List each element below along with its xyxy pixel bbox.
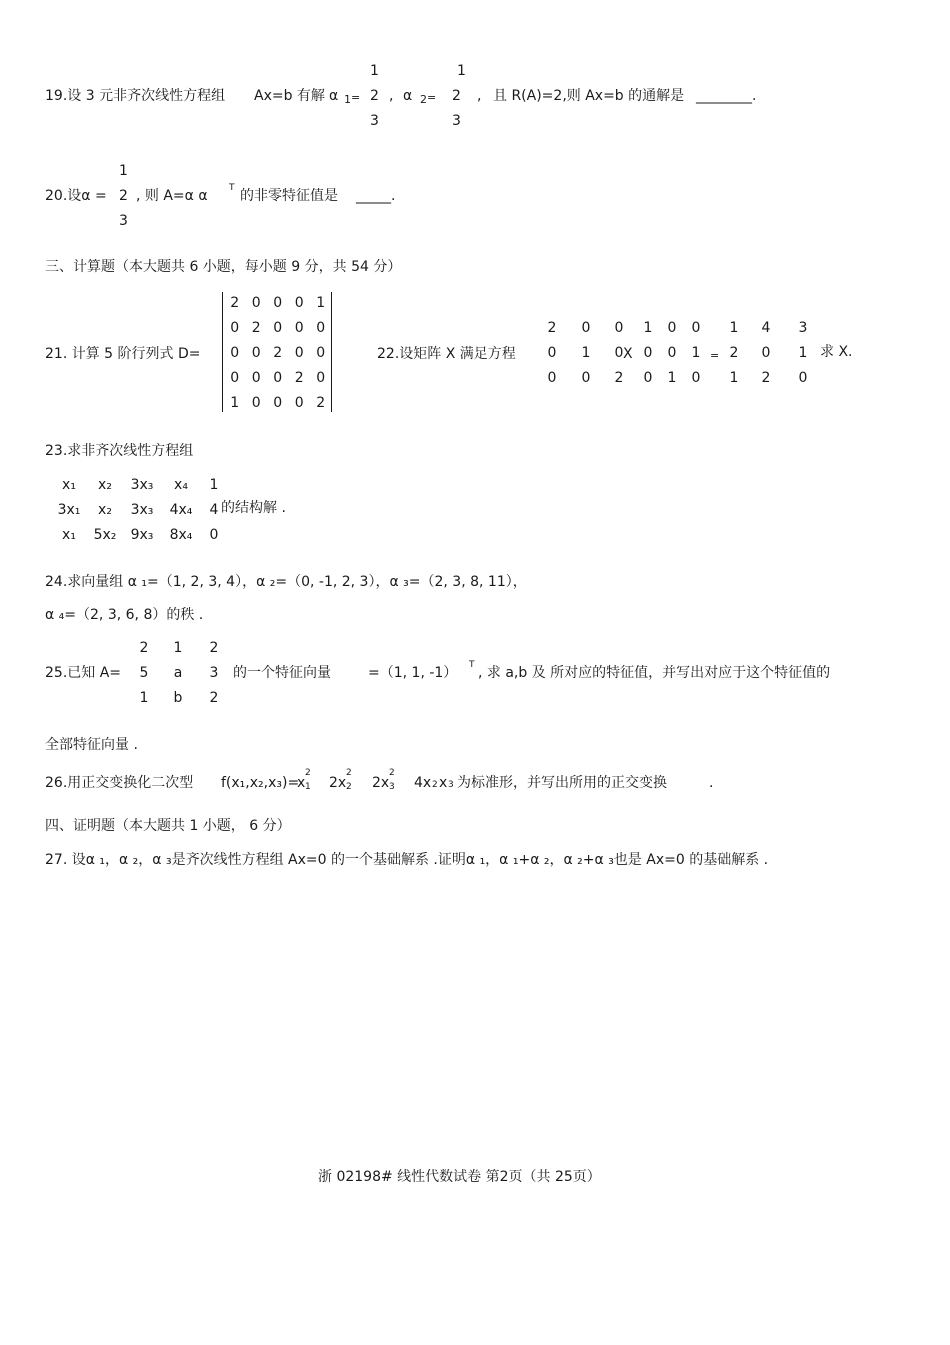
q20-v2: 2	[119, 188, 128, 204]
q24-line-2: α ₄=（2, 3, 6, 8）的秩 .	[45, 607, 204, 623]
q22-m2-cell: 1	[691, 345, 701, 361]
q19-alpha2-v1: 1	[457, 63, 466, 79]
q19-alpha1-label: α	[329, 88, 339, 104]
q19-alpha1-v3: 3	[370, 113, 379, 129]
q22-m3-cell: 0	[761, 345, 771, 361]
q23-tail: 的结构解 .	[221, 500, 286, 516]
q26-term-4-sub-b: 3	[448, 780, 454, 790]
q21-determinant	[224, 296, 332, 421]
q21-cell: 0	[273, 320, 283, 336]
q22-x-label: X	[623, 346, 633, 362]
q22-m3-cell: 2	[761, 370, 771, 386]
q21-cell: 0	[230, 370, 240, 386]
q23-term: 3x₃	[130, 502, 154, 518]
q25-cell: 5	[139, 665, 149, 681]
q25-tail: , 求 a,b 及 所对应的特征值，并写出对应于这个特征值的	[478, 665, 831, 681]
q21-cell: 0	[251, 345, 261, 361]
q23-term: x₂	[98, 477, 112, 493]
q22-matrix-3	[723, 321, 819, 396]
q19-comma1: ,	[389, 88, 394, 104]
q23-term: x₂	[98, 502, 112, 518]
q22-equals: =	[710, 349, 720, 362]
q21-cell: 0	[251, 370, 261, 386]
q21-prefix: 21. 计算 5 阶行列式 D=	[45, 346, 201, 362]
q26-term-1: x	[297, 775, 306, 791]
q19-prefix: 19.设 3 元非齐次线性方程组	[45, 88, 226, 104]
q26-term-3-sup: 2	[389, 768, 395, 778]
q21-cell: 2	[273, 345, 283, 361]
q19-alpha2-v2: 2	[452, 88, 461, 104]
q21-cell: 0	[294, 295, 304, 311]
q21-cell: 0	[273, 295, 283, 311]
q22-m1-cell: 0	[547, 345, 557, 361]
q20-v1: 1	[119, 163, 128, 179]
q21-cell: 0	[294, 345, 304, 361]
q22-m1-cell: 0	[547, 370, 557, 386]
q22-m3-cell: 1	[729, 320, 739, 336]
q21-cell: 2	[316, 395, 326, 411]
q26-term-3-sub: 3	[389, 782, 395, 792]
q19-alpha1-v1: 1	[370, 63, 379, 79]
q20-tail: 的非零特征值是	[240, 188, 338, 204]
q23-term: 4	[209, 502, 219, 518]
q22-m2-cell: 0	[691, 370, 701, 386]
q26-term-4-x: x	[439, 775, 448, 791]
q22-m2-cell: 0	[691, 320, 701, 336]
q22-tail: 求 X.	[820, 344, 853, 360]
q20-blank: _____.	[356, 188, 396, 204]
q20-prefix: 20.设α =	[45, 188, 107, 204]
q26-func: f(x₁,x₂,x₃)=	[221, 775, 300, 791]
q24-line-1: 24.求向量组 α ₁=（1, 2, 3, 4），α ₂=（0, -1, 2, 3），α ₃=（2, 3, 8, 11），	[45, 574, 527, 590]
q26-term-3: 2x	[372, 775, 390, 791]
q23-term: 9x₃	[130, 527, 154, 543]
q25-sup: T	[469, 660, 475, 670]
q22-m3-cell: 1	[798, 345, 808, 361]
q22-m1-cell: 0	[581, 320, 591, 336]
q25-mid: 的一个特征向量	[233, 665, 331, 681]
q21-cell: 0	[294, 395, 304, 411]
q19-alpha2-v3: 3	[452, 113, 461, 129]
q22-prefix: 22.设矩阵 X 满足方程	[377, 346, 516, 362]
q19-alpha1-v2: 2	[370, 88, 379, 104]
q23-term: 3x₁	[57, 502, 81, 518]
q25-cell: 1	[139, 690, 149, 706]
q20-v3: 3	[119, 213, 128, 229]
q23-system	[50, 478, 228, 553]
q21-cell: 0	[230, 345, 240, 361]
q19-blank: ________.	[696, 88, 757, 104]
q23-term: 0	[209, 527, 219, 543]
q22-m2-cell: 0	[667, 345, 677, 361]
q21-cell: 1	[230, 395, 240, 411]
q25-line-2: 全部特征向量 .	[45, 737, 138, 753]
section-3-heading: 三、计算题（本大题共 6 小题，每小题 9 分，共 54 分）	[45, 259, 402, 275]
q22-m2-cell: 0	[667, 320, 677, 336]
q26-prefix: 26.用正交变换化二次型	[45, 775, 194, 791]
question-27: 27. 设α ₁，α ₂，α ₃是齐次线性方程组 Ax=0 的一个基础解系 .证明α ₁，α ₁+α ₂，α ₂+α ₃也是 Ax=0 的基础解系 .	[45, 852, 769, 868]
q26-term-2-sub: 2	[346, 782, 352, 792]
q21-cell: 2	[251, 320, 261, 336]
q22-m1-cell: 0	[581, 370, 591, 386]
q21-cell: 0	[316, 370, 326, 386]
q25-cell: 2	[209, 640, 219, 656]
q25-cell: 2	[139, 640, 149, 656]
q25-prefix: 25.已知 A=	[45, 665, 122, 681]
q19-tail: 且 R(A)=2,则 Ax=b 的通解是	[493, 88, 685, 104]
q26-term-2: 2x	[329, 775, 347, 791]
q26-term-1-sup: 2	[305, 768, 311, 778]
q19-alpha2-eq: =	[427, 91, 437, 104]
q25-matrix	[130, 641, 230, 716]
q19-ax-b: Ax=b 有解	[254, 88, 325, 104]
q23-term: 1	[209, 477, 219, 493]
q21-cell: 0	[273, 370, 283, 386]
q22-matrix-2	[636, 321, 708, 396]
q21-cell: 0	[251, 395, 261, 411]
q21-cell: 0	[316, 320, 326, 336]
q22-m1-cell: 0	[614, 345, 624, 361]
page-footer: 浙 02198# 线性代数试卷 第2页（共 25页）	[318, 1169, 601, 1185]
q21-cell: 0	[230, 320, 240, 336]
q22-matrix-1	[538, 321, 632, 396]
q22-m3-cell: 4	[761, 320, 771, 336]
section-4-heading: 四、证明题（本大题共 1 小题， 6 分）	[45, 818, 291, 834]
q23-term: 8x₄	[169, 527, 193, 543]
q23-term: 3x₃	[130, 477, 154, 493]
q22-m3-cell: 3	[798, 320, 808, 336]
q26-term-1-sub: 1	[305, 782, 311, 792]
q21-cell: 2	[230, 295, 240, 311]
q23-term: 4x₄	[169, 502, 193, 518]
q22-m2-cell: 0	[643, 370, 653, 386]
q22-m1-cell: 1	[581, 345, 591, 361]
q22-m3-cell: 2	[729, 345, 739, 361]
q23-term: 5x₂	[93, 527, 117, 543]
q22-m3-cell: 0	[798, 370, 808, 386]
q25-cell: 2	[209, 690, 219, 706]
q26-term-2-sup: 2	[346, 768, 352, 778]
q26-term-4-sub-a: 2	[432, 780, 438, 790]
q26-tail: 为标准形，并写出所用的正交变换	[457, 775, 667, 791]
q21-cell: 0	[294, 320, 304, 336]
q21-cell: 0	[273, 395, 283, 411]
q19-alpha2-sub: 2	[420, 93, 427, 106]
q19-alpha2-label: α	[403, 88, 413, 104]
q21-det-bar-left	[222, 292, 223, 412]
q21-cell: 0	[251, 295, 261, 311]
q25-vector: =（1, 1, -1）	[368, 665, 458, 681]
q25-cell: b	[173, 690, 183, 706]
q25-cell: a	[173, 665, 183, 681]
q25-cell: 1	[173, 640, 183, 656]
q25-cell: 3	[209, 665, 219, 681]
q22-m2-cell: 1	[667, 370, 677, 386]
q23-term: x₁	[62, 477, 76, 493]
q26-period: .	[709, 775, 714, 791]
q22-m1-cell: 2	[547, 320, 557, 336]
q19-alpha1-sub: 1	[344, 93, 351, 106]
q21-cell: 1	[316, 295, 326, 311]
q20-sup: T	[229, 183, 235, 193]
q22-m1-cell: 0	[614, 320, 624, 336]
q23-title: 23.求非齐次线性方程组	[45, 443, 194, 459]
q23-term: x₄	[174, 477, 188, 493]
q19-comma2: ,	[477, 88, 482, 104]
q20-mid: , 则 A=α α	[136, 188, 208, 204]
q21-cell: 2	[294, 370, 304, 386]
q22-m1-cell: 2	[614, 370, 624, 386]
q21-cell: 0	[316, 345, 326, 361]
q22-m2-cell: 0	[643, 345, 653, 361]
q23-term: x₁	[62, 527, 76, 543]
q19-alpha1-eq: =	[351, 91, 361, 104]
q22-m2-cell: 1	[643, 320, 653, 336]
q26-term-4: 4x	[414, 775, 432, 791]
q22-m3-cell: 1	[729, 370, 739, 386]
